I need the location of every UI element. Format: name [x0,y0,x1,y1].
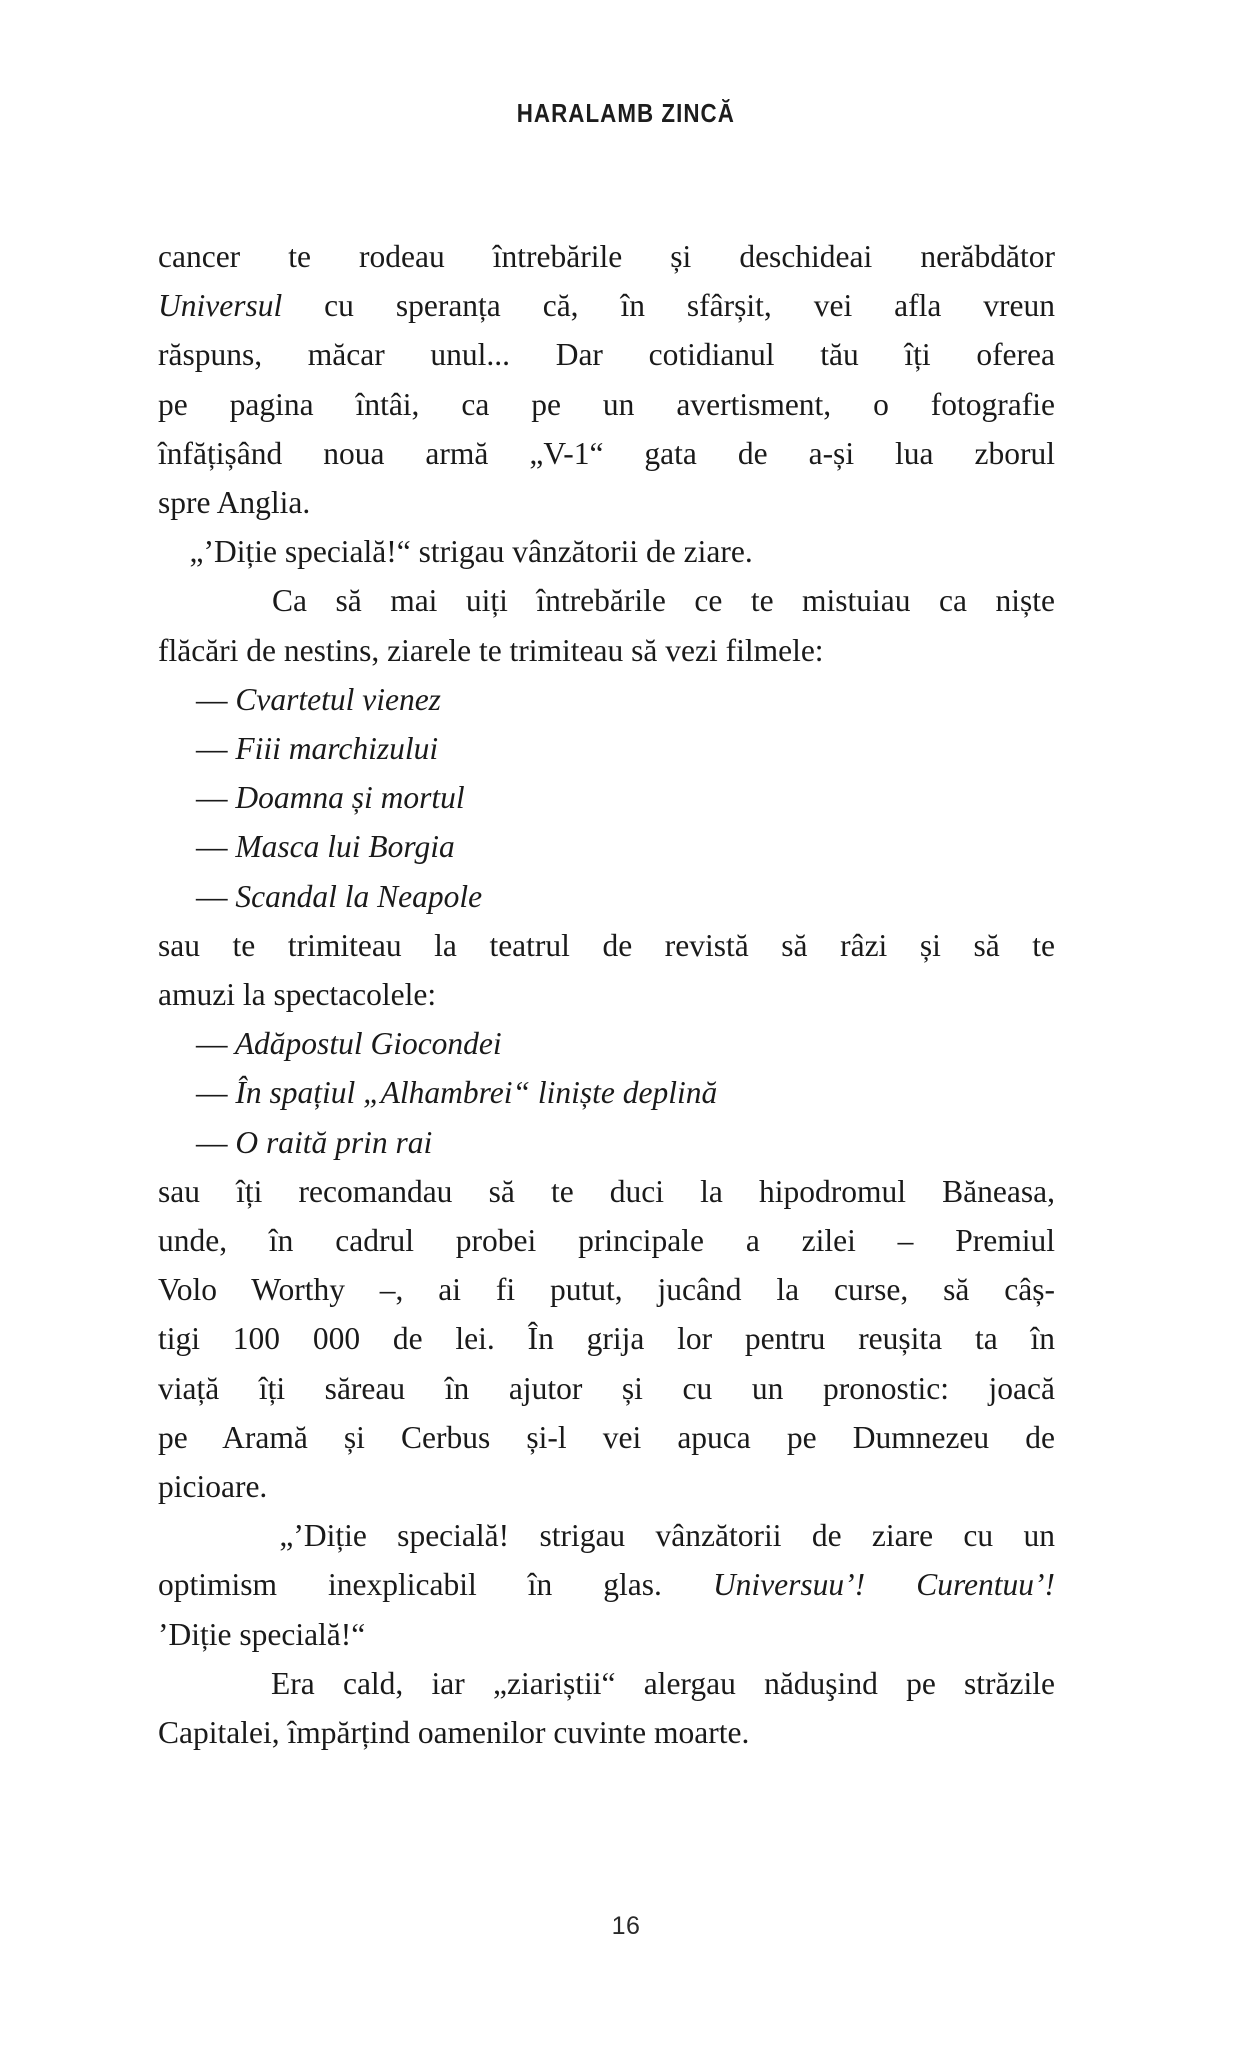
paragraph-3 [158,576,1055,674]
em-dash: — [196,829,228,865]
text-line: flăcări de nestins, ziarele te trimiteau să vezi filmele: [158,632,824,668]
paragraph-4 [158,921,1055,1019]
em-dash: — [196,1075,228,1111]
text-line: Capitalei, împărțind oamenilor cuvinte moarte. [158,1715,750,1751]
show-title: Adăpostul Giocondei [234,1026,502,1062]
text-line: sau te trimiteau la teatrul de revistă să râzi și să te [158,927,1055,963]
text-line: ’Diție specială!“ [158,1616,366,1652]
text-line: viață îți săreau în ajutor și cu un pronostic: joacă [158,1370,1055,1406]
page-number: 16 [611,1912,641,1940]
text-line: spre Anglia. [158,485,311,521]
em-dash: — [196,1026,228,1062]
text-line: sau îți recomandau să te duci la hipodromul Băneasa, [158,1173,1055,1209]
show-title: În spațiul „Alhambrei“ liniște deplină [235,1075,718,1111]
text-line: răspuns, măcar unul... Dar cotidianul tău îți oferea [158,337,1055,373]
running-head [0,98,1252,129]
text-spacer [865,1567,916,1602]
text-line: „’Diție specială!“ strigau vânzătorii de ziare. [158,534,753,570]
paragraph-2 [158,527,1055,576]
text-line: amuzi la spectacolele: [158,977,437,1013]
show-title: O raită prin rai [235,1124,433,1160]
text-line: pe pagina întâi, ca pe un avertisment, o fotografie [158,386,1055,422]
list-item [158,773,1055,822]
em-dash: — [196,780,228,816]
list-item [158,675,1055,724]
paragraph-1 [158,232,1055,527]
film-title: Scandal la Neapole [235,878,483,914]
italic-title: Universul [158,288,283,324]
em-dash: — [196,731,228,767]
film-title: Masca lui Borgia [235,829,455,865]
film-title-list [158,675,1055,921]
em-dash: — [196,1124,228,1160]
text-line [158,281,1055,330]
list-item [158,872,1055,921]
text-line-start: optimism inexplicabil în glas. [158,1567,713,1603]
list-item [158,724,1055,773]
text-line: tigi 100 000 de lei. În grija lor pentru reușita ta în [158,1321,1055,1357]
text-line: „’Diție specială! strigau vânzătorii de ziare cu un [158,1518,1055,1554]
text-line: înfățișând noua armă „V-1“ gata de a-și lua zborul [158,435,1055,471]
list-item [158,822,1055,871]
text-line-rest: cu speranța că, în sfârșit, vei afla vreun [282,288,1055,324]
paragraph-6 [158,1511,1055,1659]
italic-shout-2: Curentuu’! [916,1567,1055,1603]
text-line: pe Aramă și Cerbus și-l vei apuca pe Dumnezeu de [158,1419,1055,1455]
text-line: Era cald, iar „ziariștii“ alergau năduşind pe străzile [158,1665,1055,1701]
em-dash: — [196,878,228,914]
em-dash: — [196,681,228,717]
text-line: cancer te rodeau întrebările și deschideai nerăbdător [158,239,1055,274]
show-title-list [158,1019,1055,1167]
body-text [158,232,1055,1757]
text-line: unde, în cadrul probei principale a zilei – Premiul [158,1223,1055,1259]
list-item [158,1068,1055,1117]
list-item [158,1019,1055,1068]
film-title: Cvartetul vienez [235,681,441,717]
text-line [158,1560,1055,1609]
paragraph-7 [158,1659,1055,1757]
film-title: Doamna și mortul [235,780,465,816]
running-head-text: HARALAMB ZINCĂ [516,98,736,128]
text-line: Volo Worthy –, ai fi putut, jucând la curse, să câș- [158,1272,1055,1308]
text-line: Ca să mai uiți întrebările ce te mistuiau ca niște [158,583,1055,619]
paragraph-5 [158,1167,1055,1511]
text-line: picioare. [158,1469,268,1505]
film-title: Fiii marchizului [235,731,439,767]
italic-shout-1: Universuu’! [712,1567,866,1603]
list-item [158,1118,1055,1167]
